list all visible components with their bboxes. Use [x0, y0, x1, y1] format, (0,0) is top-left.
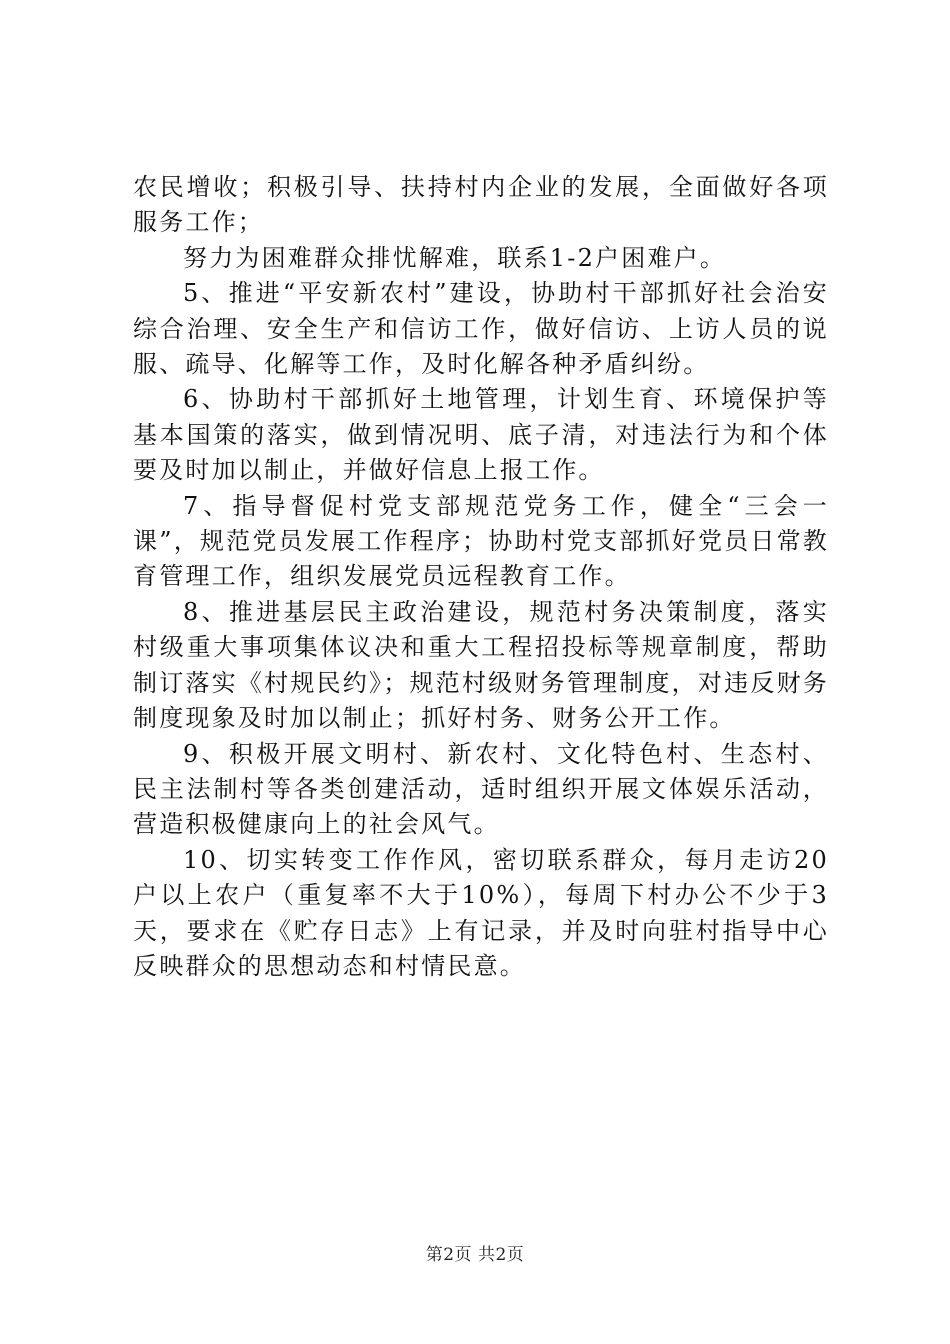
paragraph-item-7: 7、指导督促村党支部规范党务工作，健全“三会一课”，规范党员发展工作程序；协助村党支部抓好党员日常教育管理工作，组织发展党员远程教育工作。 [133, 491, 829, 591]
paragraph-item-8: 8、推进基层民主政治建设，规范村务决策制度，落实村级重大事项集体议决和重大工程招投标等规章制度，帮助制订落实《村规民约》；规范村级财务管理制度，对违反财务制度现象及时加以制止；抓好村务、财务公开工作。 [133, 597, 829, 733]
page-number-footer: 第2页 共2页 [425, 1245, 525, 1265]
paragraph-item-10: 10、切实转变工作作风，密切联系群众，每月走访20户以上农户（重复率不大于10%），每周下村办公不少于3天，要求在《贮存日志》上有记录，并及时向驻村指导中心反映群众的思想动态和村情民意。 [133, 845, 829, 980]
document-body [133, 170, 829, 984]
paragraph-item-6: 6、协助村干部抓好土地管理，计划生育、环境保护等基本国策的落实，做到情况明、底子清，对违法行为和个体要及时加以制止，并做好信息上报工作。 [133, 385, 829, 485]
paragraph-item-5: 5、推进“平安新农村”建设，协助村干部抓好社会治安综合治理、安全生产和信访工作，做好信访、上访人员的说服、疏导、化解等工作，及时化解各种矛盾纠纷。 [133, 279, 829, 379]
paragraph-item-9: 9、积极开展文明村、新农村、文化特色村、生态村、民主法制村等各类创建活动，适时组织开展文体娱乐活动，营造积极健康向上的社会风气。 [133, 739, 829, 839]
paragraph-continuation: 农民增收；积极引导、扶持村内企业的发展，全面做好各项服务工作； [133, 173, 829, 237]
paragraph-help-needy: 努力为困难群众排忧解难，联系1-2户困难户。 [183, 243, 727, 272]
